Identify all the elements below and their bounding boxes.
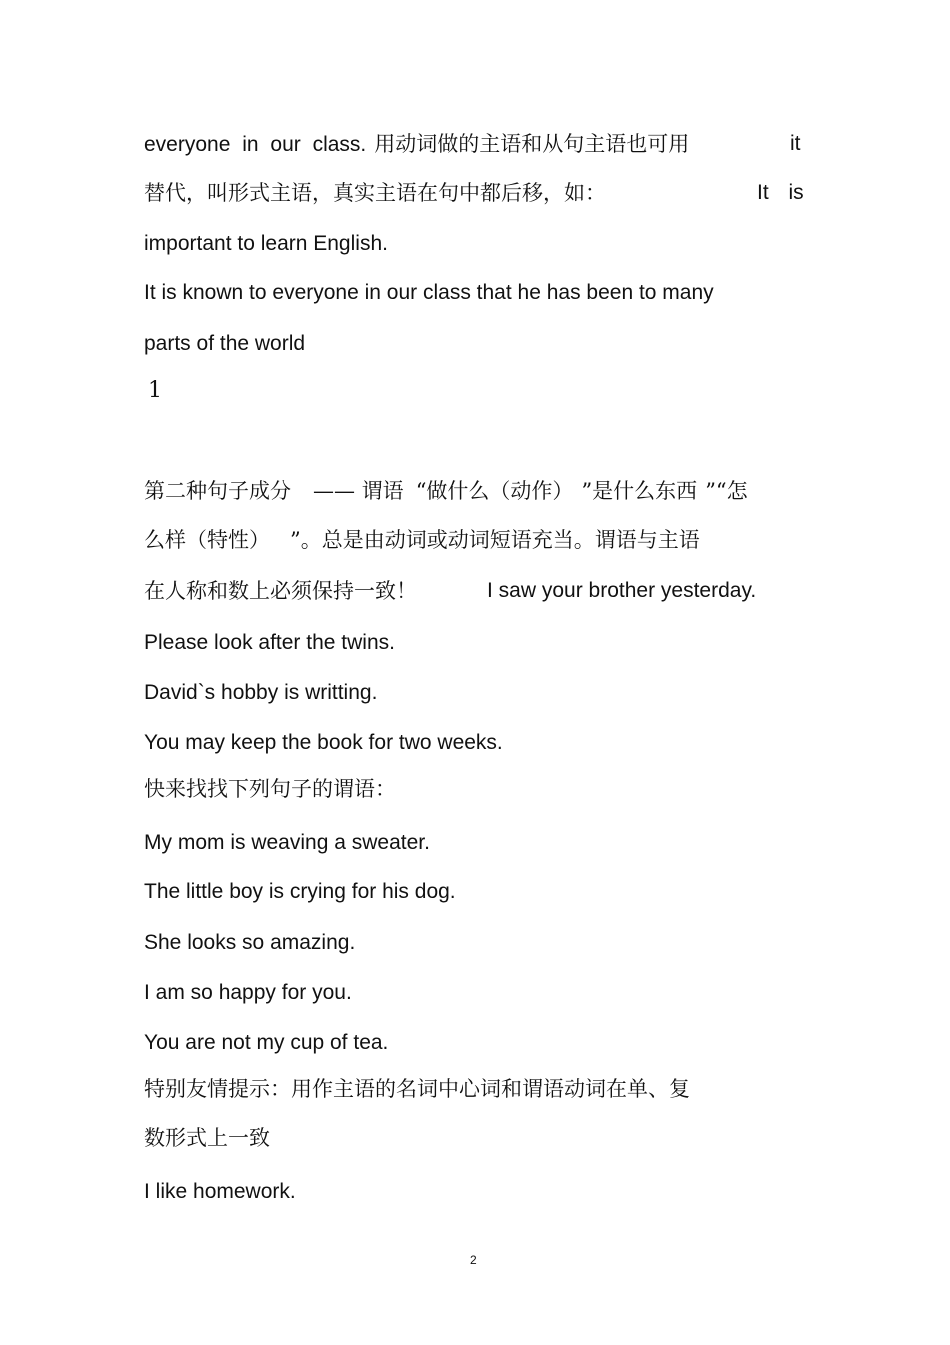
example-sentence: I like homework. [144, 1180, 296, 1203]
text-en: everyone in our class. [144, 133, 367, 156]
page-number: 2 [470, 1253, 477, 1267]
text-cn: 么样（特性） [144, 528, 270, 552]
exercise-sentence: I am so happy for you. [144, 981, 352, 1004]
text-cn: —— 谓语 [313, 479, 404, 503]
exercise-sentence: My mom is weaving a sweater. [144, 831, 430, 854]
text-cn: “做什么（动作） [415, 479, 574, 503]
text-cn: ”是什么东西 [581, 479, 698, 503]
heading-predicate [144, 478, 748, 504]
text-it: it [790, 132, 801, 155]
text-it-is: It is [757, 181, 804, 204]
text-cn: 在人称和数上必须保持一致！ [144, 579, 417, 603]
paragraph-line-8 [144, 527, 700, 553]
text-cn: 第二种句子成分 [144, 479, 291, 503]
example-sentence: Please look after the twins. [144, 631, 395, 654]
example-sentence: I saw your brother yesterday. [487, 579, 757, 602]
paragraph-line-1 [144, 131, 689, 158]
exercise-sentence: She looks so amazing. [144, 931, 356, 954]
example-sentence: David`s hobby is writting. [144, 681, 378, 704]
text-cn: ”“怎 [705, 479, 748, 503]
text-cn: ”。总是由动词或动词短语充当。谓语与主语 [290, 528, 700, 552]
example-sentence: You may keep the book for two weeks. [144, 731, 503, 754]
exercise-prompt: 快来找找下列句子的谓语： [144, 777, 396, 801]
exercise-sentence: The little boy is crying for his dog. [144, 880, 456, 903]
numeral-1: 1 [148, 378, 162, 403]
text-cn: 用动词做的主语和从句主语也可用 [374, 132, 690, 156]
paragraph-line-9 [144, 578, 417, 604]
exercise-sentence: You are not my cup of tea. [144, 1031, 389, 1054]
paragraph-line-3: important to learn English. [144, 232, 388, 255]
tip-line-2: 数形式上一致 [144, 1126, 270, 1150]
tip-line-1: 特别友情提示：用作主语的名词中心词和谓语动词在单、复 [144, 1077, 690, 1101]
paragraph-line-2: 替代，叫形式主语，真实主语在句中都后移，如： [144, 181, 606, 205]
paragraph-line-5: parts of the world [144, 332, 306, 355]
paragraph-line-4: It is known to everyone in our class that he has been to many [144, 281, 714, 304]
